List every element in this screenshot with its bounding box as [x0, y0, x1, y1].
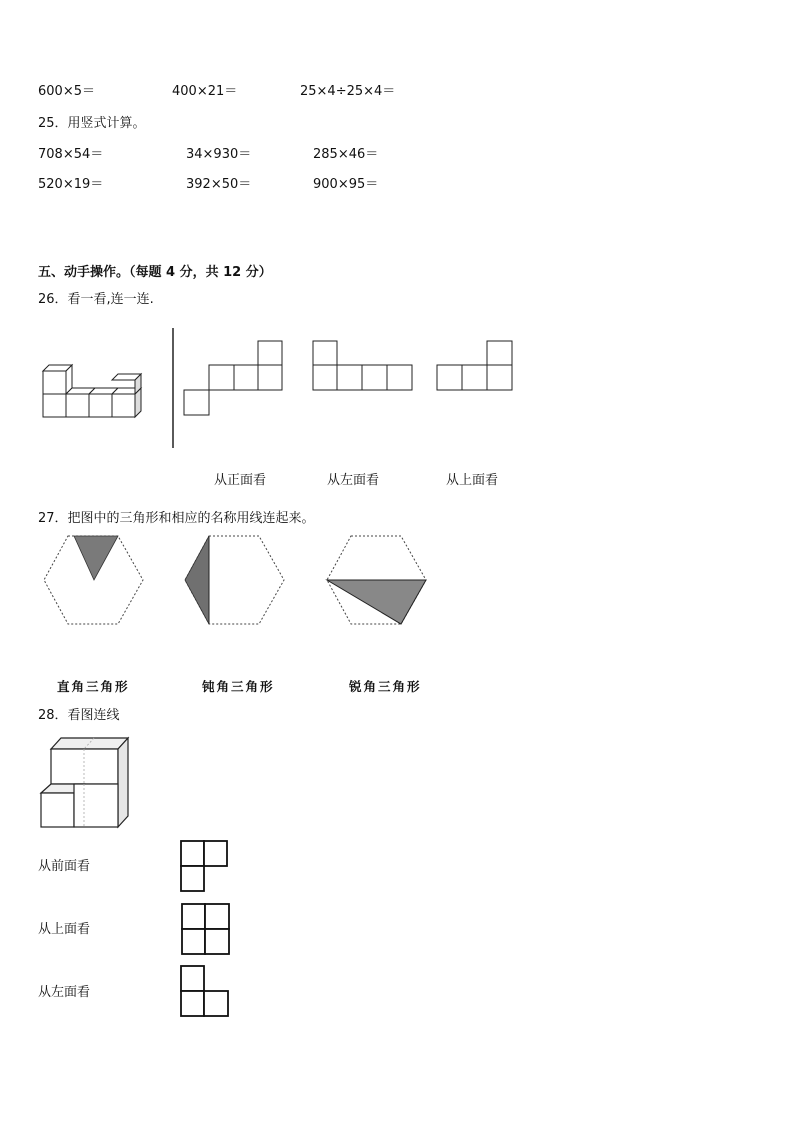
q26-view-a [183, 340, 283, 416]
q25-title: 25．用竖式计算。 [38, 116, 146, 131]
q28-view-a [180, 840, 230, 894]
q27-title: 27．把图中的三角形和相应的名称用线连起来。 [38, 511, 315, 526]
q26-title: 26．看一看,连一连. [38, 292, 154, 307]
expr-600x5: 600×5＝ [38, 84, 95, 99]
q28-title: 28．看图连线 [38, 708, 120, 723]
q28-view-b [181, 903, 233, 957]
q28-label-front: 从前面看 [38, 859, 91, 874]
q26-label-front: 从正面看 [214, 473, 267, 488]
q28-cube-solid [39, 736, 131, 832]
q25-expr-2: 34×930＝ [186, 147, 252, 162]
q26-label-left: 从左面看 [327, 473, 380, 488]
q27-label-acute: 锐角三角形 [349, 679, 422, 694]
q28-label-top: 从上面看 [38, 922, 91, 937]
section5-title: 五、动手操作。（每题 4 分，共 12 分） [38, 265, 272, 280]
q26-view-c [436, 340, 514, 392]
q28-label-left: 从左面看 [38, 985, 91, 1000]
q26-divider [172, 328, 176, 448]
q25-expr-3: 285×46＝ [313, 147, 379, 162]
q27-label-obtuse: 钝角三角形 [202, 679, 275, 694]
q25-expr-6: 900×95＝ [313, 177, 379, 192]
q27-hexagon-c [326, 535, 430, 627]
q26-view-b [312, 340, 414, 392]
q27-hexagon-b [184, 535, 288, 627]
q27-label-right: 直角三角形 [57, 679, 130, 694]
q25-expr-4: 520×19＝ [38, 177, 104, 192]
expr-25x4div25x4: 25×4÷25×4＝ [300, 84, 396, 99]
q26-cube-stack [40, 362, 160, 422]
q27-hexagon-a [43, 535, 147, 627]
q26-label-top: 从上面看 [446, 473, 499, 488]
q25-expr-5: 392×50＝ [186, 177, 252, 192]
expr-400x21: 400×21＝ [172, 84, 238, 99]
q28-view-c [180, 965, 232, 1019]
q25-expr-1: 708×54＝ [38, 147, 104, 162]
